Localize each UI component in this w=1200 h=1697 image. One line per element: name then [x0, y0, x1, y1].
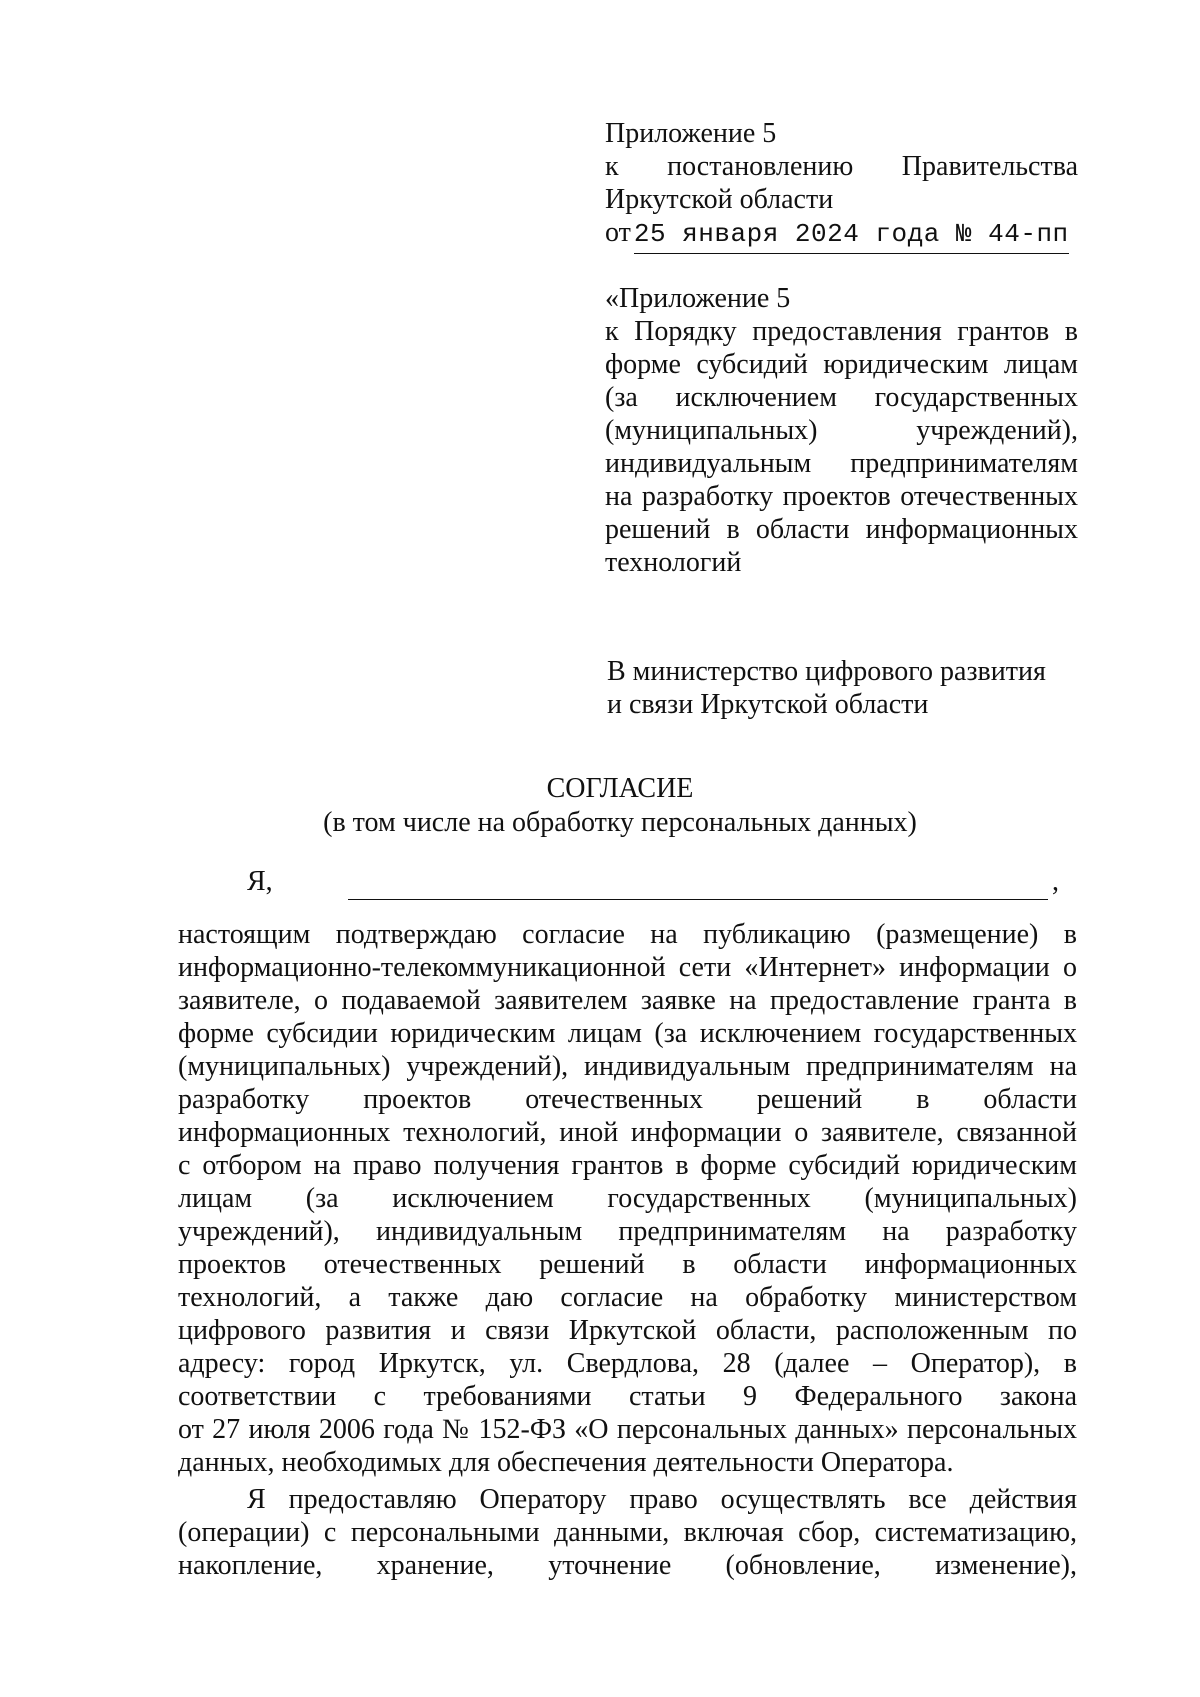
- appendix-line: (за исключением государственных: [605, 382, 1078, 413]
- name-prefix: Я,: [247, 866, 273, 897]
- body-line: Я предоставляю Оператору право осуществлять все действия: [247, 1484, 1077, 1515]
- body-line: (муниципальных) учреждений), индивидуальным предпринимателям на: [178, 1051, 1077, 1082]
- body-line: заявителе, о подаваемой заявителем заявке на предоставление гранта в: [178, 985, 1077, 1016]
- document-title: СОГЛАСИЕ: [546, 773, 694, 804]
- document-subtitle: (в том числе на обработку персональных данных): [323, 807, 917, 838]
- appendix-line: к Порядку предоставления грантов в: [605, 316, 1078, 347]
- approval-line-2: к постановлению Правительства: [605, 151, 1078, 182]
- appendix-line: индивидуальным предпринимателям: [605, 448, 1078, 479]
- body-line: от 27 июля 2006 года № 152-ФЗ «О персональных данных» персональных: [178, 1414, 1077, 1445]
- body-line: с отбором на право получения грантов в форме субсидий юридическим: [178, 1150, 1077, 1181]
- appendix-line: на разработку проектов отечественных: [605, 481, 1078, 512]
- body-line: форме субсидии юридическим лицам (за исключением государственных: [178, 1018, 1077, 1049]
- body-line: накопление, хранение, уточнение (обновление, изменение),: [178, 1550, 1077, 1581]
- body-line: данных, необходимых для обеспечения деятельности Оператора.: [178, 1447, 954, 1478]
- appendix-line: (муниципальных) учреждений),: [605, 415, 1078, 446]
- body-line: цифрового развития и связи Иркутской области, расположенным по: [178, 1315, 1077, 1346]
- body-line: информационных технологий, иной информации о заявителе, связанной: [178, 1117, 1077, 1148]
- approval-date-value: 25 января 2024 года № 44-пп: [634, 218, 1069, 254]
- body-line: (операции) с персональными данными, включая сбор, систематизацию,: [178, 1517, 1077, 1548]
- appendix-line: технологий: [605, 547, 742, 578]
- name-suffix: ,: [1052, 866, 1059, 897]
- body-line: лицам (за исключением государственных (муниципальных): [178, 1183, 1077, 1214]
- approval-date-line: [605, 216, 1069, 254]
- approval-date-prefix: от: [605, 217, 631, 248]
- addressee-line: и связи Иркутской области: [607, 689, 929, 720]
- name-blank-line[interactable]: [348, 872, 1048, 900]
- body-line: информационно-телекоммуникационной сети «Интернет» информации о: [178, 952, 1077, 983]
- body-line: проектов отечественных решений в области информационных: [178, 1249, 1077, 1280]
- appendix-line: «Приложение 5: [605, 283, 791, 314]
- approval-line-3: Иркутской области: [605, 184, 834, 215]
- body-line: разработку проектов отечественных решений в области: [178, 1084, 1077, 1115]
- appendix-line: форме субсидий юридическим лицам: [605, 349, 1078, 380]
- body-line: соответствии с требованиями статьи 9 Федерального закона: [178, 1381, 1077, 1412]
- body-line: технологий, а также даю согласие на обработку министерством: [178, 1282, 1077, 1313]
- body-line: адресу: город Иркутск, ул. Свердлова, 28 (далее – Оператор), в: [178, 1348, 1077, 1379]
- addressee-line: В министерство цифрового развития: [607, 656, 1046, 687]
- body-line: учреждений), индивидуальным предпринимателям на разработку: [178, 1216, 1077, 1247]
- approval-line-1: Приложение 5: [605, 118, 777, 149]
- appendix-line: решений в области информационных: [605, 514, 1078, 545]
- body-line: настоящим подтверждаю согласие на публикацию (размещение) в: [178, 919, 1077, 950]
